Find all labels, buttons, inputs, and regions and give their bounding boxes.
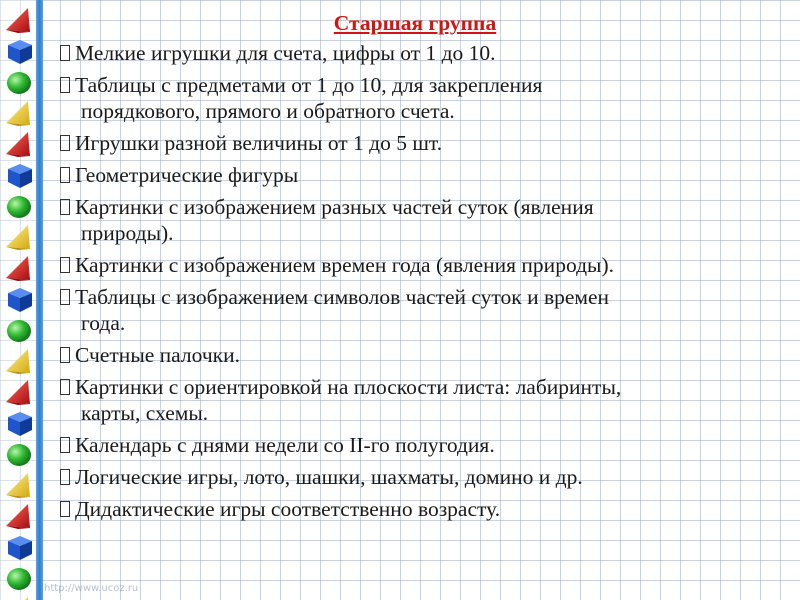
yellow-triangle-icon [6,101,30,126]
green-sphere-icon [7,444,31,466]
binder-ring-line [36,0,43,600]
list-item [60,130,790,156]
checkbox-bullet-icon [60,289,70,305]
red-triangle-icon [6,380,30,405]
list-item [60,342,790,368]
checkbox-bullet-icon [60,199,70,215]
green-sphere-icon [7,568,31,590]
red-triangle-icon [6,256,30,281]
list-item-continuation: природы). [81,221,174,245]
blue-cube-icon [8,536,32,560]
red-triangle-icon [6,504,30,529]
list-item-continuation: года. [81,311,126,335]
red-triangle-icon [6,8,30,33]
blue-cube-icon [8,412,32,436]
checkbox-bullet-icon [60,501,70,517]
list-item-continuation: порядкового, прямого и обратного счета. [81,99,455,123]
blue-cube-icon [8,288,32,312]
checkbox-bullet-icon [60,469,70,485]
checkbox-bullet-icon [60,135,70,151]
list-item [60,72,790,124]
list-item-text: Картинки с изображением разных частей суток (явления [75,195,594,219]
list-item-text: Таблицы с изображением символов частей суток и времен [75,285,610,309]
list-item-text: Игрушки разной величины от 1 до 5 шт. [75,131,443,155]
green-sphere-icon [7,72,31,94]
slide-content [60,10,790,528]
list-item [60,40,790,66]
blue-cube-icon [8,40,32,64]
list-item [60,284,790,336]
list-item [60,432,790,458]
watermark: http://www.ucoz.ru [44,583,139,594]
list-item-text: Счетные палочки. [75,343,240,367]
list-item-text: Логические игры, лото, шашки, шахматы, домино и др. [75,465,583,489]
list-item-text: Картинки с ориентировкой на плоскости листа: лабиринты, [75,375,622,399]
red-triangle-icon [6,132,30,157]
green-sphere-icon [7,196,31,218]
list-item [60,162,790,188]
green-sphere-icon [7,320,31,342]
checkbox-bullet-icon [60,77,70,93]
list-item-continuation: карты, схемы. [81,401,209,425]
equipment-list [60,40,790,522]
list-item-text: Картинки с изображением времен года (явления природы). [75,253,614,277]
yellow-triangle-icon [6,349,30,374]
yellow-triangle-icon [6,225,30,250]
checkbox-bullet-icon [60,167,70,183]
decorative-shape-strip [0,0,40,600]
list-item-text: Геометрические фигуры [75,163,299,187]
yellow-triangle-icon [6,473,30,498]
list-item-text: Календарь с днями недели со II-го полугодия. [75,433,495,457]
list-item-text: Дидактические игры соответственно возрасту. [75,497,501,521]
list-item [60,374,790,426]
blue-cube-icon [8,164,32,188]
slide-title: Старшая группа [333,11,497,35]
checkbox-bullet-icon [60,347,70,363]
checkbox-bullet-icon [60,45,70,61]
checkbox-bullet-icon [60,379,70,395]
list-item-text: Мелкие игрушки для счета, цифры от 1 до 10. [75,41,496,65]
list-item [60,464,790,490]
list-item [60,194,790,246]
checkbox-bullet-icon [60,257,70,273]
shapes-svg [0,0,40,600]
checkbox-bullet-icon [60,437,70,453]
list-item [60,252,790,278]
list-item [60,496,790,522]
list-item-text: Таблицы с предметами от 1 до 10, для закрепления [75,73,543,97]
